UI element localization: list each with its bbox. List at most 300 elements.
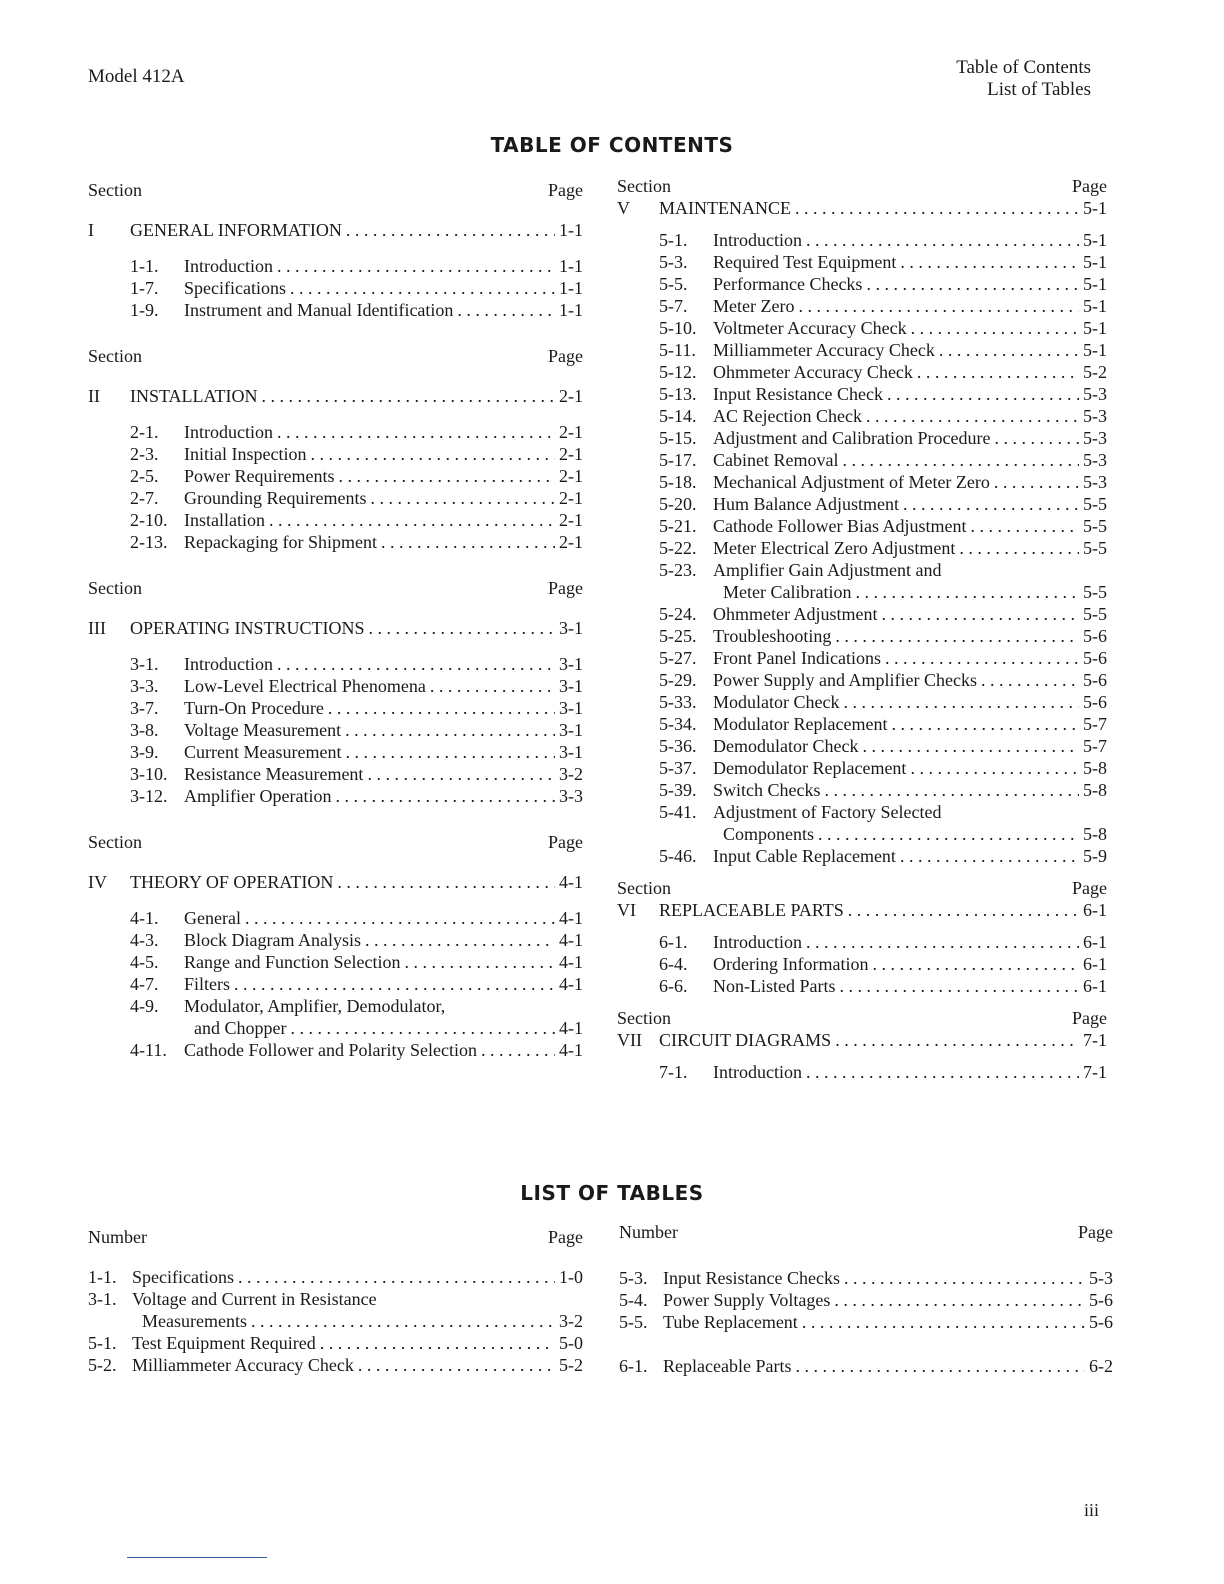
column-heading [88,1227,583,1249]
entry-number: 5-14. [659,406,697,426]
section-numeral: I [88,220,94,240]
entry-title: AC Rejection Check [713,406,862,426]
toc-section-row [88,872,583,894]
entry-page: 5-0 [559,1333,583,1353]
entry-page: 5-8 [1083,780,1107,800]
toc-entry-row [88,720,583,742]
column-heading-right: Page [1078,1222,1113,1242]
leader-dots [328,698,555,719]
column-heading [617,176,1107,198]
entry-page: 6-1 [1083,932,1107,952]
entry-number: 4-3. [130,930,159,950]
entry-number: 5-11. [659,340,696,360]
column-heading-left: Section [88,346,142,366]
entry-title: Low-Level Electrical Phenomena [184,676,426,696]
entry-page: 5-5 [1083,516,1107,536]
entry-title: Power Supply Voltages [663,1290,831,1310]
entry-page: 5-6 [1083,692,1107,712]
toc-entry-row [617,846,1107,868]
entry-number: 5-25. [659,626,697,646]
toc-entry-row [88,444,583,466]
leader-dots [320,1333,555,1354]
entry-title: Input Cable Replacement [713,846,896,866]
toc-entry-row [88,930,583,952]
entry-title-continued: Components [723,824,815,844]
leader-dots [939,340,1079,361]
lot-left-column [88,1227,583,1377]
entry-number: 2-1. [130,422,159,442]
leader-dots [910,758,1079,779]
leader-dots [818,824,1079,845]
section-page: 4-1 [559,872,583,892]
leader-dots [370,488,555,509]
entry-number: 6-1. [659,932,688,952]
toc-entry-row [617,230,1107,252]
leader-dots [262,386,555,407]
entry-number: 6-1. [619,1356,648,1376]
spacer [88,202,583,220]
toc-entry-row [619,1312,1113,1334]
leader-dots [404,952,555,973]
leader-dots [806,932,1079,953]
leader-dots [795,198,1079,219]
toc-entry-row [617,802,1107,824]
running-header-line1: Table of Contents [956,57,1091,78]
leader-dots [900,846,1079,867]
entry-number: 5-37. [659,758,697,778]
toc-section-row [88,386,583,408]
entry-number: 4-1. [130,908,159,928]
entry-number: 3-9. [130,742,159,762]
entry-title: Input Resistance Check [713,384,883,404]
spacer [88,368,583,386]
toc-entry-row [617,670,1107,692]
toc-entry-row [617,692,1107,714]
entry-page: 3-2 [559,764,583,784]
running-header [956,57,1091,101]
leader-dots [862,736,1079,757]
column-heading-left: Section [88,180,142,200]
leader-dots [971,516,1080,537]
entry-number: 5-17. [659,450,697,470]
entry-title: Current Measurement [184,742,342,762]
leader-dots [806,230,1079,251]
leader-dots [277,422,555,443]
toc-entry-row [88,510,583,532]
entry-page: 5-5 [1083,582,1107,602]
column-heading-left: Section [617,1008,671,1028]
entry-number: 5-39. [659,780,697,800]
section-title: GENERAL INFORMATION [130,220,342,240]
model-label: Model 412A [88,66,185,87]
entry-title: Turn-On Procedure [184,698,324,718]
toc-entry-row [88,1333,583,1355]
entry-title-continued: Measurements [142,1311,247,1331]
spacer [617,220,1107,230]
entry-number: 1-1. [130,256,159,276]
toc-entry-row [88,422,583,444]
toc-title: TABLE OF CONTENTS [490,133,734,157]
entry-number: 3-12. [130,786,168,806]
spacer [619,1244,1113,1268]
leader-dots [825,780,1080,801]
entry-page: 6-2 [1089,1356,1113,1376]
entry-title: Introduction [713,932,802,952]
entry-page: 1-1 [559,256,583,276]
toc-entry-row [88,764,583,786]
leader-dots [269,510,555,531]
leader-dots [310,444,555,465]
entry-number: 3-10. [130,764,168,784]
toc-entry-row [88,1355,583,1377]
entry-title: Initial Inspection [184,444,307,464]
leader-dots [234,974,555,995]
section-title: REPLACEABLE PARTS [659,900,844,920]
entry-title: Tube Replacement [663,1312,798,1332]
entry-number: 5-4. [619,1290,648,1310]
entry-title: Introduction [184,654,273,674]
entry-title: Installation [184,510,265,530]
toc-entry-row [617,516,1107,538]
toc-entry-row [617,604,1107,626]
entry-title: Voltage and Current in Resistance [132,1289,377,1309]
toc-entry-row [88,532,583,554]
column-heading-right: Page [1072,878,1107,898]
entry-title: Milliammeter Accuracy Check [713,340,935,360]
spacer [617,1052,1107,1062]
entry-page: 5-3 [1083,428,1107,448]
toc-entry-row [617,318,1107,340]
entry-number: 5-12. [659,362,697,382]
entry-page: 1-1 [559,278,583,298]
lot-title: LIST OF TABLES [520,1181,704,1205]
column-heading [617,1008,1107,1030]
leader-dots [872,954,1079,975]
column-heading-left: Number [619,1222,678,1242]
leader-dots [911,318,1079,339]
toc-entry-row [617,406,1107,428]
entry-page: 5-1 [1083,230,1107,250]
entry-title: Voltmeter Accuracy Check [713,318,907,338]
entry-page: 2-1 [559,488,583,508]
entry-page: 5-5 [1083,604,1107,624]
entry-number: 5-3. [659,252,688,272]
leader-dots [277,654,555,675]
column-heading [619,1222,1113,1244]
entry-title: Repackaging for Shipment [184,532,377,552]
toc-section-row [617,198,1107,220]
toc-entry-row [619,1290,1113,1312]
entry-number: 5-24. [659,604,697,624]
entry-page: 5-3 [1083,472,1107,492]
entry-page: 2-1 [559,510,583,530]
leader-dots [457,300,555,321]
entry-number: 5-1. [88,1333,117,1353]
leader-dots [430,676,555,697]
leader-dots [798,296,1079,317]
entry-page: 4-1 [559,908,583,928]
entry-page: 4-1 [559,1040,583,1060]
leader-dots [238,1267,555,1288]
entry-number: 1-7. [130,278,159,298]
entry-title: Cathode Follower and Polarity Selection [184,1040,477,1060]
toc-entry-row [88,974,583,996]
entry-page: 5-3 [1089,1268,1113,1288]
entry-page: 5-5 [1083,538,1107,558]
entry-page: 3-1 [559,698,583,718]
spacer [88,640,583,654]
column-heading-right: Page [548,578,583,598]
leader-dots [369,618,555,639]
entry-title: Introduction [184,422,273,442]
section-numeral: IV [88,872,107,892]
toc-entry-continuation [617,582,1107,604]
leader-dots [795,1356,1085,1377]
entry-page: 3-1 [559,654,583,674]
leader-dots [802,1312,1085,1333]
toc-entry-row [617,626,1107,648]
toc-entry-row [617,384,1107,406]
leader-dots [358,1355,555,1376]
leader-dots [834,1290,1085,1311]
toc-entry-row [617,494,1107,516]
entry-title: Performance Checks [713,274,863,294]
entry-page: 4-1 [559,974,583,994]
lot-right-column [619,1222,1113,1378]
entry-number: 4-5. [130,952,159,972]
entry-title: Demodulator Check [713,736,859,756]
column-heading-right: Page [548,346,583,366]
toc-entry-row [88,1267,583,1289]
section-page: 5-1 [1083,198,1107,218]
leader-dots [345,742,555,763]
entry-title: Modulator Replacement [713,714,888,734]
section-title: OPERATING INSTRUCTIONS [130,618,365,638]
entry-title: Required Test Equipment [713,252,897,272]
entry-title: Filters [184,974,231,994]
toc-entry-row [617,252,1107,274]
toc-entry-row [88,278,583,300]
entry-page: 4-1 [559,930,583,950]
toc-entry-row [88,488,583,510]
entry-title: Demodulator Replacement [713,758,907,778]
entry-title: Amplifier Operation [184,786,332,806]
leader-dots [338,466,555,487]
entry-number: 3-8. [130,720,159,740]
entry-number: 5-5. [659,274,688,294]
entry-page: 3-1 [559,720,583,740]
leader-dots [891,714,1079,735]
leader-dots [337,872,555,893]
section-title: MAINTENANCE [659,198,791,218]
toc-entry-row [617,340,1107,362]
entry-number: 7-1. [659,1062,688,1082]
section-page: 2-1 [559,386,583,406]
leader-dots [900,252,1079,273]
toc-entry-row [88,786,583,808]
column-heading [88,180,583,202]
entry-title: General [184,908,241,928]
entry-number: 1-9. [130,300,159,320]
column-heading-left: Section [617,878,671,898]
leader-dots [994,472,1079,493]
toc-entry-row [617,274,1107,296]
leader-dots [855,582,1079,603]
spacer [617,922,1107,932]
entry-number: 5-27. [659,648,697,668]
entry-page: 2-1 [559,532,583,552]
entry-title: Introduction [713,230,802,250]
leader-dots [806,1062,1079,1083]
entry-page: 5-6 [1083,670,1107,690]
spacer [88,408,583,422]
toc-entry-row [88,908,583,930]
entry-page: 5-1 [1083,296,1107,316]
leader-dots [290,1018,555,1039]
entry-page: 5-5 [1083,494,1107,514]
entry-title: Mechanical Adjustment of Meter Zero [713,472,990,492]
spacer [88,328,583,346]
toc-entry-row [617,1062,1107,1084]
toc-entry-row [619,1268,1113,1290]
toc-entry-row [88,1040,583,1062]
section-numeral: II [88,386,100,406]
column-heading [88,578,583,600]
leader-dots [277,256,555,277]
entry-number: 5-20. [659,494,697,514]
entry-number: 1-1. [88,1267,117,1287]
entry-page: 2-1 [559,466,583,486]
leader-dots [335,786,555,807]
leader-dots [481,1040,555,1061]
toc-entry-continuation [88,1018,583,1040]
entry-number: 2-5. [130,466,159,486]
entry-number: 5-18. [659,472,697,492]
entry-page: 5-1 [1083,318,1107,338]
column-heading-right: Page [548,180,583,200]
entry-number: 5-10. [659,318,697,338]
entry-page: 5-7 [1083,714,1107,734]
entry-title: Specifications [184,278,286,298]
toc-entry-row [617,472,1107,494]
entry-page: 5-6 [1083,626,1107,646]
entry-title: Power Supply and Amplifier Checks [713,670,977,690]
entry-title: Non-Listed Parts [713,976,836,996]
leader-dots [866,274,1079,295]
toc-entry-row [619,1356,1113,1378]
column-heading-left: Number [88,1227,147,1247]
toc-entry-row [88,996,583,1018]
toc-entry-row [617,450,1107,472]
footer-rule [127,1557,267,1558]
toc-entry-row [617,538,1107,560]
entry-page: 6-1 [1083,954,1107,974]
leader-dots [981,670,1079,691]
leader-dots [994,428,1079,449]
leader-dots [844,1268,1085,1289]
toc-entry-row [88,698,583,720]
leader-dots [903,494,1079,515]
entry-title: Cabinet Removal [713,450,839,470]
entry-page: 7-1 [1083,1062,1107,1082]
spacer [617,1084,1107,1090]
section-numeral: V [617,198,630,218]
leader-dots [885,648,1079,669]
entry-number: 5-41. [659,802,697,822]
toc-entry-row [88,676,583,698]
column-heading [617,878,1107,900]
leader-dots [839,976,1079,997]
spacer [88,560,583,578]
leader-dots [917,362,1079,383]
entry-title: Switch Checks [713,780,821,800]
entry-page: 6-1 [1083,976,1107,996]
entry-title: Ordering Information [713,954,869,974]
entry-number: 3-3. [130,676,159,696]
leader-dots [365,930,555,951]
entry-number: 5-7. [659,296,688,316]
entry-page: 5-6 [1089,1312,1113,1332]
entry-number: 2-13. [130,532,168,552]
entry-title: Modulator Check [713,692,840,712]
section-page: 3-1 [559,618,583,638]
entry-page: 5-3 [1083,384,1107,404]
entry-number: 4-9. [130,996,159,1016]
spacer [88,1062,583,1068]
entry-number: 5-1. [659,230,688,250]
toc-entry-row [617,296,1107,318]
entry-page: 5-3 [1083,450,1107,470]
leader-dots [835,626,1079,647]
entry-title: Adjustment of Factory Selected [713,802,942,822]
spacer [88,894,583,908]
section-numeral: III [88,618,106,638]
toc-entry-row [88,466,583,488]
column-heading-left: Section [617,176,671,196]
toc-entry-row [88,654,583,676]
toc-entry-row [617,714,1107,736]
entry-title: Amplifier Gain Adjustment and [713,560,942,580]
entry-number: 5-13. [659,384,697,404]
entry-title: Ohmmeter Accuracy Check [713,362,913,382]
entry-number: 5-36. [659,736,697,756]
entry-page: 1-0 [559,1267,583,1287]
entry-title: Adjustment and Calibration Procedure [713,428,991,448]
entry-number: 5-23. [659,560,697,580]
entry-page: 3-2 [559,1311,583,1331]
leader-dots [290,278,555,299]
entry-title: Grounding Requirements [184,488,367,508]
section-title: THEORY OF OPERATION [130,872,334,892]
section-page: 7-1 [1083,1030,1107,1050]
leader-dots [842,450,1079,471]
column-heading-right: Page [1072,176,1107,196]
leader-dots [887,384,1079,405]
entry-number: 5-21. [659,516,697,536]
entry-number: 4-7. [130,974,159,994]
toc-entry-row [88,742,583,764]
entry-page: 5-2 [1083,362,1107,382]
leader-dots [245,908,555,929]
leader-dots [835,1030,1079,1051]
toc-entry-continuation [617,824,1107,846]
entry-number: 5-33. [659,692,697,712]
entry-title: Range and Function Selection [184,952,401,972]
entry-page: 3-1 [559,676,583,696]
entry-number: 2-7. [130,488,159,508]
entry-number: 5-34. [659,714,697,734]
toc-section-row [88,220,583,242]
